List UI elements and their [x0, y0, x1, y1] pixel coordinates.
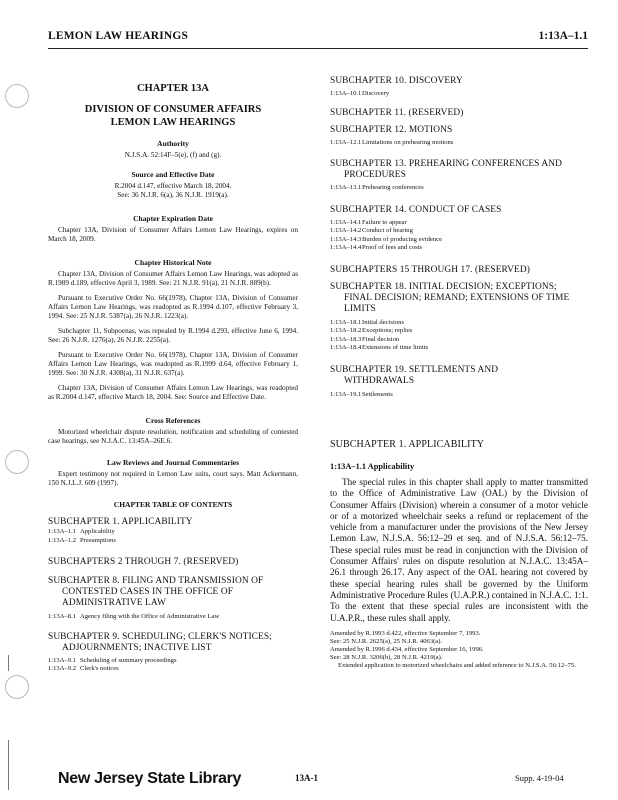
right-column	[330, 76, 588, 670]
binder-hole	[5, 675, 29, 699]
toc-section-name: Initial decisions	[362, 318, 404, 326]
toc-section	[48, 528, 298, 537]
chapter-title: LEMON LAW HEARINGS	[110, 117, 236, 128]
toc-section-number: 1:13A–1.1	[48, 528, 77, 535]
page-number: 13A-1	[295, 773, 318, 783]
toc-subchapter-title-cont: ADJOURNMENTS; INACTIVE LIST	[62, 642, 212, 653]
toc-section-number: 1:13A–12.1	[330, 138, 362, 146]
toc-section-name: Extensions of time limits	[362, 344, 429, 351]
toc-section	[330, 139, 588, 148]
toc-left	[48, 517, 298, 674]
toc-section-name: Settlements	[362, 390, 393, 398]
margin-mark	[8, 655, 9, 671]
toc-subchapter-title-cont: CONTESTED CASES IN THE OFFICE OF ADMINISTRATIVE LAW	[62, 587, 234, 608]
running-header	[48, 30, 588, 46]
rule-title: 1:13A–1.1 Applicability	[330, 462, 415, 471]
toc-section-name: Clerk's notices	[80, 665, 119, 672]
history-line: Amended by R.1996 d.434, effective September 16, 1996.	[330, 645, 484, 653]
rule-body: The special rules in this chapter shall apply to matter transmitted to the Office of Administrative Law (OAL) by the Division of Consumer Affairs (Division) wherein a consumer of a motor vehicle or of a motorized wheelchair seeks a refund or replacement of the vehicle from a manufacturer under the provisions of the New Jersey Lemon Law, N.J.S.A. 56:12–29 et seq. and of N.J.S.A. 56:12–75. These special rules must be read in conjunction with the Division of Consumer Affairs' rules on dispute resolution at N.J.A.C. 13:45A–26.1 through 26.17. Any aspect of the OAL hearing not covered by these special hearing rules shall be governed by the Uniform Administrative Procedure Rules (U.A.P.R.) contained in N.J.A.C. 1:1. To the extent that these special rules are inconsistent with the U.A.P.R., these rules shall apply.	[330, 477, 588, 623]
toc-subchapter	[330, 76, 588, 87]
toc-section	[330, 184, 588, 193]
toc-subchapter	[330, 125, 588, 136]
toc-section-name: Proof of fees and costs	[362, 244, 423, 251]
toc-section-number: 1:13A–18.2	[330, 327, 362, 334]
toc-section	[330, 344, 588, 353]
toc-section-number: 1:13A–14.4	[330, 244, 362, 251]
cross-ref-heading: Cross References	[145, 416, 201, 425]
toc-section	[330, 319, 588, 328]
toc-subchapter	[330, 365, 588, 387]
history-note: Subchapter 11, Subpoenas, was repealed by R.1994 d.293, effective June 6, 1994. See: 26 N.J.R. 1276(a), 26 N.J.R. 2255(a).	[48, 327, 298, 344]
toc-subchapter-title: SUBCHAPTERS 15 THROUGH 17. (RESERVED)	[330, 264, 530, 275]
toc-section	[48, 657, 298, 666]
toc-subchapter-title: SUBCHAPTER 8. FILING AND TRANSMISSION OF	[48, 576, 264, 586]
toc-section-name: Presumptions	[80, 536, 116, 544]
source-line: R.2004 d.147, effective March 18, 2004.	[114, 182, 232, 190]
toc-subchapter-title-cont: WITHDRAWALS	[344, 375, 415, 386]
toc-subchapter	[330, 205, 588, 216]
toc-subchapter-title: SUBCHAPTER 1. APPLICABILITY	[48, 517, 193, 527]
toc-section-name: Conduct of hearing	[362, 227, 413, 234]
library-logo: New Jersey State Library	[58, 770, 242, 787]
toc-section-number: 1:13A–10.1	[330, 90, 362, 97]
history-note: Pursuant to Executive Order No. 66(1978), Chapter 13A, Division of Consumer Affairs Lemon Law Hearings, was readopted as R.1994 d.107, effective February 3, 1994. See: 25 N.J.R. 5387(a), 26 N.J.R. 1223(a).	[48, 294, 298, 320]
toc-section-name: Scheduling of summary proceedings	[80, 656, 177, 664]
toc-section-number: 1:13A–18.1	[330, 318, 362, 326]
toc-section-number: 1:13A–9.1	[48, 656, 77, 664]
toc-section-number: 1:13A–18.3	[330, 335, 362, 343]
authority-heading: Authority	[157, 139, 189, 148]
history-line: See: 25 N.J.R. 2625(a), 25 N.J.R. 4063(a).	[330, 637, 443, 645]
toc-section	[330, 219, 588, 228]
toc-subchapter-title: SUBCHAPTER 18. INITIAL DECISION; EXCEPTIONS;	[330, 281, 557, 292]
toc-subchapter-title: SUBCHAPTER 19. SETTLEMENTS AND	[330, 364, 499, 375]
cross-ref-text: Motorized wheelchair dispute resolution, notification and scheduling of contested case hearings, see N.J.A.C. 13:45A–26E.6.	[48, 428, 298, 445]
toc-subchapter-title: SUBCHAPTER 10. DISCOVERY	[330, 76, 463, 86]
toc-section-number: 1:13A–14.2	[330, 227, 362, 234]
toc-section	[330, 236, 588, 245]
toc-subchapter-title-cont: PROCEDURES	[344, 170, 406, 180]
source-heading: Source and Effective Date	[131, 170, 215, 179]
binder-hole	[5, 84, 29, 108]
toc-subchapter	[330, 108, 588, 119]
toc-subchapter	[330, 265, 588, 276]
toc-section-number: 1:13A–14.1	[330, 218, 362, 226]
chapter-number: CHAPTER 13A	[136, 83, 210, 94]
toc-section-number: 1:13A–13.1	[330, 184, 362, 191]
toc-section-name: Burden of producing evidence	[362, 235, 443, 243]
toc-section-number: 1:13A–1.2	[48, 536, 77, 544]
toc-subchapter-title: SUBCHAPTERS 2 THROUGH 7. (RESERVED)	[48, 557, 239, 567]
history-heading: Chapter Historical Note	[134, 258, 212, 267]
toc-section	[330, 90, 588, 99]
toc-section-number: 1:13A–19.1	[330, 390, 362, 398]
toc-section	[330, 336, 588, 345]
history-note: Chapter 13A, Division of Consumer Affairs Lemon Law Hearings, was readopted as R.2004 d.147, effective March 18, 2004. See: Source and Effective Date.	[48, 384, 298, 401]
toc-section-name: Applicability	[80, 528, 115, 535]
toc-section	[330, 227, 588, 236]
toc-section-name: Agency filing with the Office of Administrative Law	[80, 613, 220, 620]
history-line: See: 28 N.J.R. 3206(b), 28 N.J.R. 4219(a).	[330, 653, 443, 661]
left-column	[48, 82, 298, 674]
header-rule	[48, 48, 588, 49]
expiration-text: Chapter 13A, Division of Consumer Affairs Lemon Law Hearings, expires on March 18, 2009.	[48, 226, 298, 243]
toc-subchapter-title: SUBCHAPTER 11. (RESERVED)	[330, 107, 464, 118]
authority-text: N.J.S.A. 52:14F–5(e), (f) and (g).	[124, 151, 222, 159]
toc-section-name: Prehearing conferences	[362, 184, 424, 191]
history-note: Pursuant to Executive Order No. 66(1978), Chapter 13A, Division of Consumer Affairs Lemon Law Hearings, was readopted as R.1999 d.64, effective February 1, 1999. See: 30 N.J.R. 4308(a), 31 N.J.R. 637(a).	[48, 351, 298, 377]
toc-section-name: Exceptions; replies	[362, 327, 413, 334]
toc-section	[48, 665, 298, 674]
supplement-date: Supp. 4-19-04	[515, 773, 564, 783]
toc-section	[330, 391, 588, 400]
subchapter-1-heading: SUBCHAPTER 1. APPLICABILITY	[330, 439, 485, 450]
margin-mark	[8, 740, 9, 790]
toc-section-number: 1:13A–18.4	[330, 344, 362, 351]
toc-subchapter-title-cont: FINAL DECISION; REMAND; EXTENSIONS OF TIME LIMITS	[344, 292, 570, 314]
toc-subchapter	[330, 159, 588, 181]
rule-history	[330, 630, 588, 670]
expiration-heading: Chapter Expiration Date	[133, 214, 213, 223]
header-title: LEMON LAW HEARINGS	[48, 30, 189, 42]
header-section: 1:13A–1.1	[538, 30, 588, 42]
toc-subchapter	[48, 576, 298, 609]
toc-subchapter-title: SUBCHAPTER 14. CONDUCT OF CASES	[330, 204, 502, 215]
toc-section-number: 1:13A–8.1	[48, 613, 77, 620]
reviews-heading: Law Reviews and Journal Commentaries	[106, 458, 240, 467]
toc-subchapter-title: SUBCHAPTER 9. SCHEDULING; CLERK'S NOTICES;	[48, 631, 272, 642]
binder-hole	[5, 450, 29, 474]
toc-section-name: Discovery	[362, 90, 390, 97]
toc-subchapter	[48, 517, 298, 528]
toc-subchapter	[48, 632, 298, 654]
toc-section-name: Limitations on prehearing motions	[362, 138, 454, 146]
toc-section-number: 1:13A–9.2	[48, 665, 77, 672]
history-line: Amended by R.1993 d.422, effective September 7, 1993.	[330, 629, 481, 637]
toc-section	[330, 327, 588, 336]
toc-section-name: Failure to appear	[362, 218, 407, 226]
source-see: See: 36 N.J.R. 6(a), 36 N.J.R. 1919(a).	[117, 191, 229, 199]
history-line: Extended application to motorized wheelchairs and added reference to N.J.S.A. 56:12–75.	[338, 661, 576, 669]
toc-subchapter-title: SUBCHAPTER 13. PREHEARING CONFERENCES AND	[330, 159, 562, 169]
toc-section-name: Final decision	[362, 335, 400, 343]
toc-section	[330, 244, 588, 253]
toc-section	[48, 537, 298, 546]
toc-section-number: 1:13A–14.3	[330, 235, 362, 243]
toc-subchapter-title: SUBCHAPTER 12. MOTIONS	[330, 124, 453, 135]
toc-heading: CHAPTER TABLE OF CONTENTS	[113, 500, 233, 509]
toc-subchapter	[48, 557, 298, 568]
toc-section	[48, 613, 298, 622]
division-title: DIVISION OF CONSUMER AFFAIRS	[84, 104, 262, 115]
toc-subchapter	[330, 282, 588, 315]
history-note: Chapter 13A, Division of Consumer Affairs Lemon Law Hearings, was adopted as R.1989 d.189, effective April 3, 1989. See: 21 N.J.R. 91(a), 21 N.J.R. 889(b).	[48, 270, 298, 287]
reviews-text: Expert testimony not required in Lemon Law suits, court says. Matt Ackermann, 150 N.J.L.J. 609 (1997).	[48, 470, 298, 487]
